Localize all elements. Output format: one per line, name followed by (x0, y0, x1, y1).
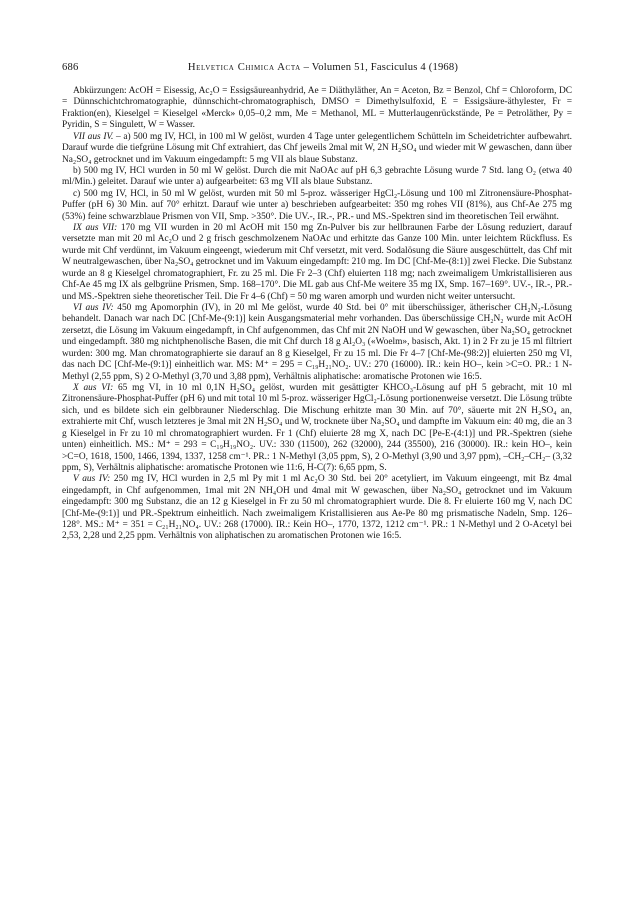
running-head (122, 62, 524, 73)
paragraph-vii-from-iv-c: c) 500 mg IV, HCl, in 50 ml W gelöst, wurden mit 50 ml 5-proz. wässeriger HgCl₂-Lösung und 100 ml Zitronensäure-Phosphat-Puffer (pH 6) 30 Min. auf 70° erhitzt. Darauf wie unter a) beschrieben aufgearbeitet: 350 mg rohes VII (81%), aus Chf-Ae 275 mg (53%) feine schwarzblaue Prismen von VII, Smp. >350°. Die UV.-, IR.-, PR.- und MS.-Spektren sind im theoretischen Teil erwähnt. (62, 188, 572, 222)
paragraph-vi-from-iv: VI aus IV: 450 mg Apomorphin (IV), in 20 ml Me gelöst, wurde 40 Std. bei 0° mit überschüssiger, ätherischer CH₂N₂-Lösung behandelt. Danach war nach DC [Chf-Me-(9:1)] kein Ausgangsmaterial mehr vorhanden. Das überschüssige CH₂N₂ wurde mit AcOH zersetzt, die Lösung im Vakuum eingedampft, in Chf aufgenommen, das Chf mit 2N NaOH und W gewaschen, über Na₂SO₄ getrocknet und eingedampft. 380 mg nichtphenolische Basen, die mit Chf durch 18 g Al₂O₃ («Woelm», basisch, Akt. 1) in 2 Fr zu je 15 ml filtriert wurden: 300 mg. Man chromatographierte sie darauf an 8 g Kieselgel, Fr zu 15 ml. Die Fr 4–7 [Chf-Me-(98:2)] eluierten 250 mg VI, das nach DC [Chf-Me-(9:1)] einheitlich war. MS: M⁺ = 295 = C₁₉H₂₁NO₂. UV.: 270 (16000). IR.: kein HO–, kein >C=O. PR.: 1 N-Methyl (2,55 ppm, S) 2 O-Methyl (3,70 und 3,88 ppm), Verhältnis aliphatische: aromatische Protonen wie 16:5. (62, 303, 572, 382)
paragraph-label: VII aus IV. (73, 131, 114, 142)
article-body (62, 86, 572, 543)
paragraph-label: VI aus IV: (73, 303, 114, 314)
paragraph-v-from-iv: V aus IV: 250 mg IV, HCl wurden in 2,5 ml Py mit 1 ml Ac₂O 30 Std. bei 20° acetyliert, im Vakuum eingeengt, mit Bz 4mal eingedampft, in Chf aufgenommen, 1mal mit 2N NH₄OH und 4mal mit W gewaschen, über Na₂SO₄ getrocknet und im Vakuum eingedampft: 300 mg Substanz, die an 12 g Kieselgel in Fr zu 50 ml chromatographiert wurde. Die 8. Fr eluierte 160 mg V, nach DC [Chf-Me-(9:1)] und PR.-Spektrum einheitlich. Nach zweimaligem Kristallisieren aus Ae-Pe 80 mg prismatische Nadeln, Smp. 126–128°. MS.: M⁺ = 351 = C₂₁H₂₁NO₄. UV.: 268 (17000). IR.: Kein HO–, 1770, 1372, 1212 cm⁻¹. PR.: 1 N-Methyl und 2 O-Acetyl bei 2,53, 2,28 und 2,25 ppm. Verhältnis von aliphatischen zu aromatischen Protonen wie 16:5. (62, 474, 572, 542)
paragraph-label: IX aus VII: (73, 223, 118, 234)
paragraph-vii-from-iv-b: b) 500 mg IV, HCl wurden in 50 ml W gelöst. Durch die mit NaOAc auf pH 6,3 gebrachte Lösung wurde 7 Std. lang O₂ (etwa 40 ml/Min.) geleitet. Darauf wie unter a) aufgearbeitet: 63 mg VII als blaue Substanz. (62, 165, 572, 188)
volume-info: – Volumen 51, Fasciculus 4 (1968) (300, 62, 459, 73)
page-number: 686 (62, 62, 79, 73)
paragraph-vii-from-iv-a: VII aus IV. – a) 500 mg IV, HCl, in 100 ml W gelöst, wurden 4 Tage unter gelegentlichem Schütteln im Scheidetrichter aufbewahrt. Darauf wurde die tiefgrüne Lösung mit Chf extrahiert, das Chf jeweils 2mal mit W, 2N H₂SO₄ und wieder mit W gewaschen, dann über Na₂SO₄ getrocknet und im Vakuum eingedampft: 5 mg VII als blaue Substanz. (62, 131, 572, 165)
paragraph-x-from-vi: X aus VI: 65 mg VI, in 10 ml 0,1N H₂SO₄ gelöst, wurden mit gesättigter KHCO₃-Lösung auf pH 5 gebracht, mit 10 ml Zitronensäure-Phosphat-Puffer (pH 6) und mit total 10 ml 5-proz. wässeriger HgCl₂-Lösung portionenweise versetzt. Die Lösung trübte sich, und es bildete sich ein gelbbrauner Niederschlag. Die Mischung erhitzte man 30 Min. auf 70°, säuerte mit 2N H₂SO₄ an, extrahierte mit Chf, wusch letzteres je 3mal mit 2N H₂SO₄ und W, trocknete über Na₂SO₄ und dampfte im Vakuum ein: 40 mg, die an 3 g Kieselgel in Fr zu 10 ml chromatographiert wurden. Fr 1 (Chf) eluierte 28 mg X, nach DC [Pe-E-(4:1)] und PR.-Spektren (siehe unten) einheitlich. MS.: M⁺ = 293 = C₁₉H₁₉NO₂. UV.: 330 (11500), 262 (32000), 244 (35500), 216 (30000). IR.: kein HO–, kein >C=O, 1618, 1500, 1466, 1394, 1337, 1258 cm⁻¹. PR.: 1 N-Methyl (3,05 ppm, S), 2 O-Methyl (3,90 und 3,97 ppm), –CH₂–CH₂– (3,32 ppm, S), Verhältnis aliphatische: aromatische Protonen wie 11:6, H-C(7): 6,65 ppm, S. (62, 382, 573, 473)
paragraph-label: V aus IV: (73, 474, 111, 485)
page-header (62, 62, 572, 73)
paragraph-ix-from-vii: IX aus VII: 170 mg VII wurden in 20 ml AcOH mit 150 mg Zn-Pulver bis zur hellbraunen Farbe der Lösung reduziert, darauf versetzte man mit 20 ml Ac₂O und 2 g frisch geschmolzenem NaOAc und erhitzte das Ganze 100 Min. unter leichtem Rückfluss. Es wurde mit Chf verdünnt, im Vakuum eingeengt, wiederum mit Chf versetzt, mit verd. Sodalösung die Säure ausgeschüttelt, das Chf mit W neutralgewaschen, über Na₂SO₄ getrocknet und im Vakuum eingedampft: 210 mg. Im DC [Chf-Me-(8:1)] zwei Flecke. Die Substanz wurde an 8 g Kieselgel chromatographiert, Fr. zu 25 ml. Die Fr 2–3 (Chf) eluierten 118 mg; nach zweimaligem Umkristallisieren aus Chf-Ae 45 mg IX als gelbgrüne Prismen, Smp. 168–170°. Die ML gab aus Chf-Me weitere 35 mg IX, Smp. 167–169°. UV.-, IR.-, PR.- und MS.-Spektren siehe theoretischer Teil. Die Fr 4–6 (Chf) = 50 mg waren amorph und wurden nicht weiter untersucht. (62, 223, 572, 302)
paragraph-label: X aus VI: (73, 382, 114, 393)
paragraph-abbreviations: Abkürzungen: AcOH = Eisessig, Ac₂O = Essigsäureanhydrid, Ae = Diäthyläther, An = Aceton, Bz = Benzol, Chf = Chloroform, DC = Dünnschichtchromatographie, dünnschicht-chromatographisch, DMSO = Dimethylsulfoxid, E = Essigsäure-äthylester, Fr = Fraktion(en), Kieselgel = Kieselgel «Merck» 0,05–0,2 mm, Me = Methanol, ML = Mutterlaugenrückstände, Pe = Petroläther, Py = Pyridin, S = Singulett, W = Wasser. (62, 86, 572, 131)
journal-name: Helvetica Chimica Acta (187, 62, 301, 73)
